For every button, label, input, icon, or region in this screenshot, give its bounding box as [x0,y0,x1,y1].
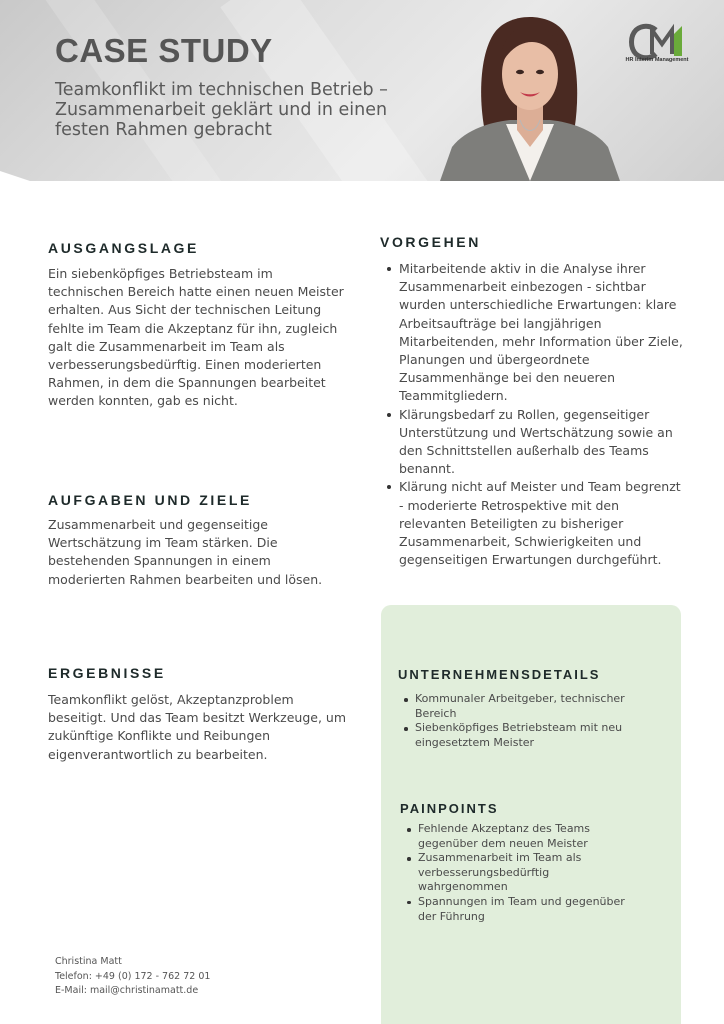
aufgaben-text: Zusammenarbeit und gegenseitige Wertschätzung im Team stärken. Die bestehenden Spannungen in einem moderierten Rahmen bearbeiten und lösen. [48,517,323,587]
list-item: Fehlende Akzeptanz des Teams gegenüber dem neuen Meister [403,822,633,851]
vorgehen-list [383,260,688,569]
page-title: CASE STUDY [55,32,273,69]
list-item: Zusammenarbeit im Team als verbesserungsbedürftig wahrgenommen [403,851,633,895]
contact-phone: Telefon: +49 (0) 172 - 762 72 01 [55,970,211,982]
contact-name: Christina Matt [55,956,122,967]
portrait-photo [440,12,620,181]
aufgaben-heading: AUFGABEN UND ZIELE [48,492,252,508]
list-item: Spannungen im Team und gegenüber der Führung [403,895,633,924]
list-item: Klärungsbedarf zu Rollen, gegenseitiger Unterstützung und Wertschätzung sowie an den Schnittstellen außerhalb des Teams benannt. [383,406,688,479]
ausgangslage-heading: AUSGANGSLAGE [48,240,199,256]
ergebnisse-heading: ERGEBNISSE [48,665,166,681]
list-item: Klärung nicht auf Meister und Team begrenzt - moderierte Retrospektive mit den relevanten Beteiligten zu bisheriger Zusammenarbeit, Schwierigkeiten und gegenseitigen Erwartungen durchgeführt. [383,478,688,569]
vorgehen-heading: VORGEHEN [380,234,481,250]
header-corner-decoration [0,171,30,181]
ausgangslage-text: Ein siebenköpfiges Betriebsteam im technischen Bereich hatte einen neuen Meister erhalten. Aus Sicht der technischen Leitung fehlte im Team die Akzeptanz für ihn, zugleich galt die Zusammenarbeit im Team als verbesserungsbedürftig. Einen moderierten Rahmen, in dem die Spannungen bearbeitet werden konnten, gab es nicht. [48,266,344,409]
list-item: Mitarbeitende aktiv in die Analyse ihrer Zusammenarbeit einbezogen - sichtbar wurden unterschiedliche Erwartungen: klare Arbeitsaufträge bei langjährigen Mitarbeitenden, mehr Information über Ziele, Planungen und übergeordnete Zusammenhänge bei den neueren Teammitgliedern. [383,260,688,406]
logo-caption: HR Interim Management [625,57,689,63]
unternehmensdetails-list [400,692,665,750]
list-item: Siebenköpfiges Betriebsteam mit neu eingesetztem Meister [400,721,665,750]
contact-block [55,955,210,999]
painpoints-heading: PAINPOINTS [400,801,499,816]
painpoints-list [403,822,633,924]
ergebnisse-text: Teamkonflikt gelöst, Akzeptanzproblem beseitigt. Und das Team besitzt Werkzeuge, um zukünftige Konflikte und Reibungen eigenverantwortlich zu bearbeiten. [48,692,347,762]
unternehmensdetails-heading: UNTERNEHMENSDETAILS [398,667,601,682]
list-item: Kommunaler Arbeitgeber, technischer Bereich [400,692,665,721]
page-subtitle: Teamkonflikt im technischen Betrieb – Zusammenarbeit geklärt und in einen festen Rahmen gebracht [55,80,388,140]
contact-email: E-Mail: mail@christinamatt.de [55,985,199,996]
